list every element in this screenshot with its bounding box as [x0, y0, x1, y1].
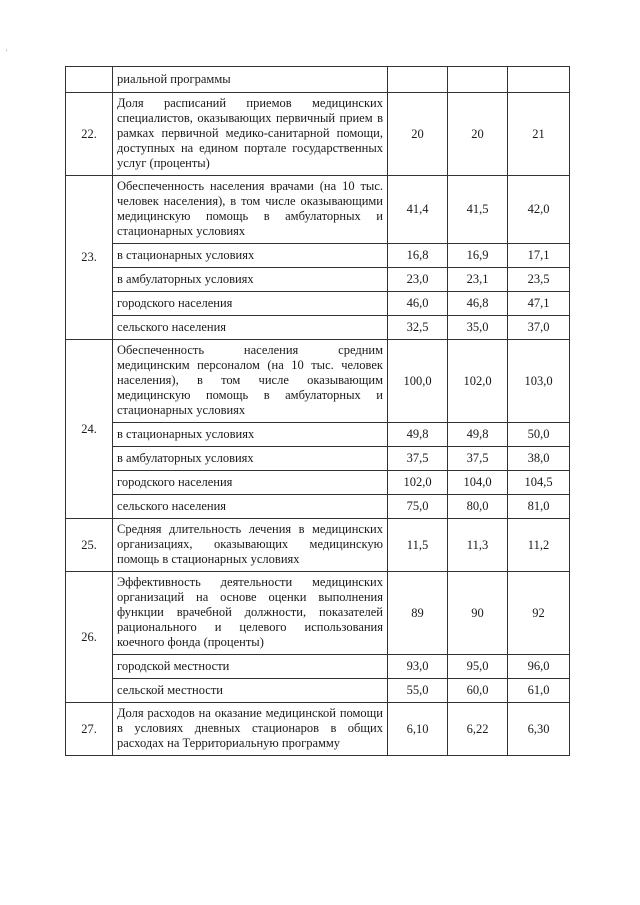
- table-subrow: [66, 679, 570, 703]
- indicator-text: Доля расходов на оказание медицинской помощи в условиях дневных стационаров в общих расходах на Территориальную программу: [113, 703, 388, 756]
- indicator-text: Обеспеченность населения средним медицинским персоналом (на 10 тыс. человек населения), в том числе оказывающим медицинскую помощь в амбулаторных и стационарных условиях: [113, 340, 388, 423]
- value-cell: 11,2: [508, 519, 570, 572]
- table-subrow: [66, 316, 570, 340]
- sub-indicator-text: в амбулаторных условиях: [113, 447, 388, 471]
- table-body: [66, 67, 570, 756]
- value-cell: [508, 67, 570, 93]
- value-cell: 23,5: [508, 268, 570, 292]
- value-cell: 95,0: [448, 655, 508, 679]
- value-cell: 60,0: [448, 679, 508, 703]
- table-subrow: [66, 655, 570, 679]
- value-cell: 16,8: [388, 244, 448, 268]
- sub-indicator-text: городского населения: [113, 292, 388, 316]
- indicator-text: риальной программы: [113, 67, 388, 93]
- table-row: [66, 519, 570, 572]
- value-cell: 6,22: [448, 703, 508, 756]
- table-subrow: [66, 244, 570, 268]
- row-number: [66, 67, 113, 93]
- value-cell: 61,0: [508, 679, 570, 703]
- sub-indicator-text: в стационарных условиях: [113, 244, 388, 268]
- value-cell: 35,0: [448, 316, 508, 340]
- value-cell: 37,5: [388, 447, 448, 471]
- value-cell: 20: [388, 93, 448, 176]
- value-cell: 42,0: [508, 176, 570, 244]
- value-cell: 6,30: [508, 703, 570, 756]
- value-cell: 47,1: [508, 292, 570, 316]
- table-row: [66, 93, 570, 176]
- value-cell: 100,0: [388, 340, 448, 423]
- row-number: 24.: [66, 340, 113, 519]
- sub-indicator-text: городского населения: [113, 471, 388, 495]
- value-cell: 90: [448, 572, 508, 655]
- value-cell: [448, 67, 508, 93]
- table-subrow: [66, 292, 570, 316]
- value-cell: [388, 67, 448, 93]
- row-number: 23.: [66, 176, 113, 340]
- value-cell: 81,0: [508, 495, 570, 519]
- value-cell: 49,8: [448, 423, 508, 447]
- value-cell: 104,0: [448, 471, 508, 495]
- value-cell: 41,4: [388, 176, 448, 244]
- row-number: 26.: [66, 572, 113, 703]
- value-cell: 55,0: [388, 679, 448, 703]
- table-subrow: [66, 423, 570, 447]
- value-cell: 46,0: [388, 292, 448, 316]
- value-cell: 38,0: [508, 447, 570, 471]
- indicator-text: Доля расписаний приемов медицинских специалистов, оказывающих первичный прием в рамках первичной медико-санитарной помощи, доступных на едином портале государственных услуг (проценты): [113, 93, 388, 176]
- value-cell: 6,10: [388, 703, 448, 756]
- value-cell: 37,5: [448, 447, 508, 471]
- value-cell: 89: [388, 572, 448, 655]
- value-cell: 103,0: [508, 340, 570, 423]
- indicator-text: Средняя длительность лечения в медицинских организациях, оказывающих медицинскую помощь в стационарных условиях: [113, 519, 388, 572]
- row-number: 25.: [66, 519, 113, 572]
- table-row: [66, 67, 570, 93]
- value-cell: 41,5: [448, 176, 508, 244]
- value-cell: 23,1: [448, 268, 508, 292]
- sub-indicator-text: сельского населения: [113, 316, 388, 340]
- value-cell: 75,0: [388, 495, 448, 519]
- table-subrow: [66, 495, 570, 519]
- value-cell: 49,8: [388, 423, 448, 447]
- page-mark: ': [6, 48, 8, 57]
- value-cell: 23,0: [388, 268, 448, 292]
- table-subrow: [66, 268, 570, 292]
- value-cell: 80,0: [448, 495, 508, 519]
- value-cell: 46,8: [448, 292, 508, 316]
- sub-indicator-text: сельской местности: [113, 679, 388, 703]
- value-cell: 20: [448, 93, 508, 176]
- table-subrow: [66, 471, 570, 495]
- sub-indicator-text: городской местности: [113, 655, 388, 679]
- value-cell: 50,0: [508, 423, 570, 447]
- sub-indicator-text: в амбулаторных условиях: [113, 268, 388, 292]
- value-cell: 102,0: [388, 471, 448, 495]
- table-row: [66, 176, 570, 244]
- value-cell: 104,5: [508, 471, 570, 495]
- value-cell: 11,5: [388, 519, 448, 572]
- row-number: 27.: [66, 703, 113, 756]
- value-cell: 92: [508, 572, 570, 655]
- value-cell: 32,5: [388, 316, 448, 340]
- sub-indicator-text: сельского населения: [113, 495, 388, 519]
- indicator-text: Обеспеченность населения врачами (на 10 тыс. человек населения), в том числе оказывающими медицинскую помощь в амбулаторных и стационарных условиях: [113, 176, 388, 244]
- value-cell: 93,0: [388, 655, 448, 679]
- row-number: 22.: [66, 93, 113, 176]
- value-cell: 16,9: [448, 244, 508, 268]
- sub-indicator-text: в стационарных условиях: [113, 423, 388, 447]
- table-row: [66, 572, 570, 655]
- value-cell: 37,0: [508, 316, 570, 340]
- value-cell: 17,1: [508, 244, 570, 268]
- value-cell: 102,0: [448, 340, 508, 423]
- value-cell: 96,0: [508, 655, 570, 679]
- table-row: [66, 340, 570, 423]
- table-row: [66, 703, 570, 756]
- value-cell: 21: [508, 93, 570, 176]
- value-cell: 11,3: [448, 519, 508, 572]
- table-subrow: [66, 447, 570, 471]
- indicators-table: [65, 66, 570, 756]
- indicator-text: Эффективность деятельности медицинских организаций на основе оценки выполнения функции врачебной должности, показателей рационального и целевого использования коечного фонда (проценты): [113, 572, 388, 655]
